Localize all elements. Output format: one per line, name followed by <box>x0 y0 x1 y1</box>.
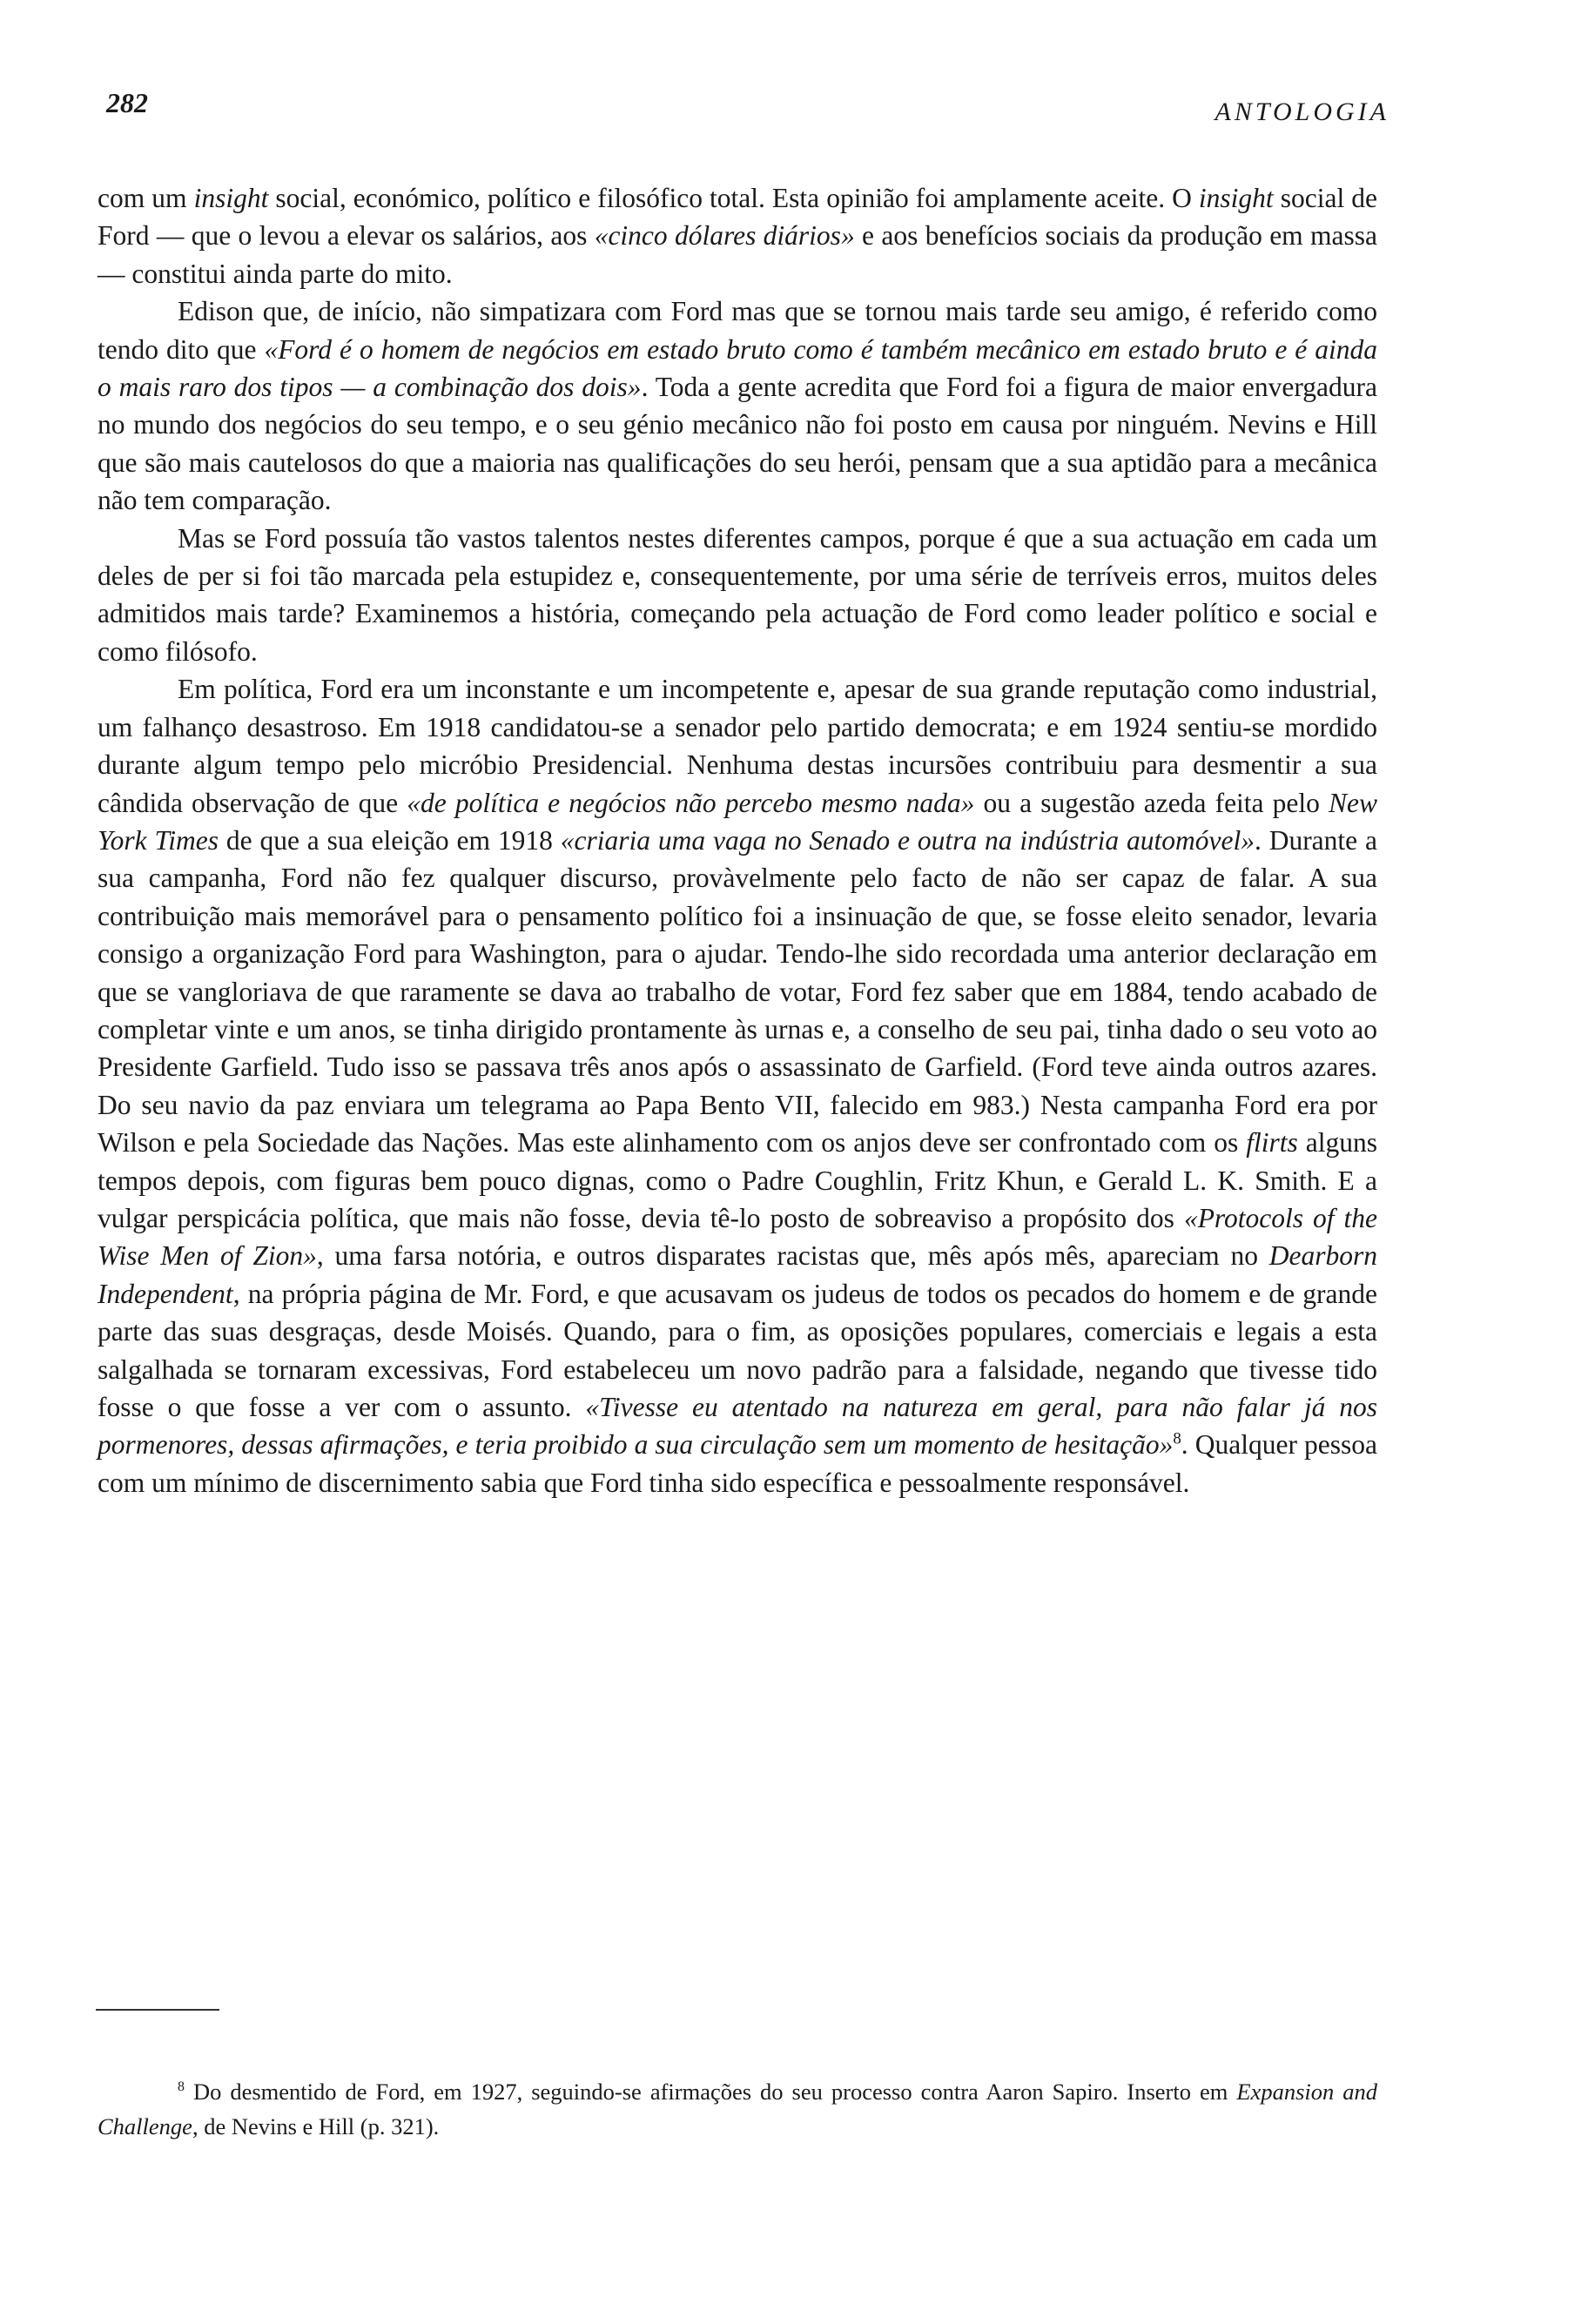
text-run: alguns tempos depois, com figuras bem pouco dignas, como o Padre Coughlin, Fritz Khun, e Gerald L. K. Smith. E a vulgar perspicácia política, que mais não fosse, devia tê-lo posto de sobreaviso a propósito dos <box>98 1127 1377 1233</box>
text-run: . Qualquer pessoa com um mínimo de discernimento sabia que Ford tinha sido específica e pessoalmente responsável. <box>98 1429 1377 1498</box>
italic-text: insight <box>1198 183 1274 213</box>
paragraph <box>98 292 1377 519</box>
text-run: , uma farsa notória, e outros disparates racistas que, mês após mês, apareciam no <box>316 1240 1269 1272</box>
text-run: Mas se Ford possuía tão vastos talentos nestes diferentes campos, porque é que a sua actuação em cada um deles de per si foi tão marcada pela estupidez e, consequentemente, por uma série de terríveis erros, muitos deles admitidos mais tarde? Examinemos a história, começando pela actuação de Ford como leader político e social e como filósofo. <box>98 522 1377 667</box>
text-run: social, económico, político e filosófico total. Esta opinião foi amplamente aceite. O <box>268 183 1199 213</box>
footnote-ref: 8 <box>178 2079 185 2094</box>
italic-text: «criaria uma vaga no Senado e outra na indústria automóvel» <box>560 824 1255 856</box>
text-run: Edison que, de início, não simpatizara com Ford mas que se tornou mais tarde seu amigo, é referido como tendo dito que <box>98 296 1377 365</box>
italic-text: «Protocols of the Wise Men of Zion» <box>98 1202 1377 1272</box>
text-run: Do desmentido de Ford, em 1927, seguindo-se afirmações do seu processo contra Aaron Sapiro. Inserto em <box>184 2078 1237 2105</box>
text-run: , de Nevins e Hill (p. 321). <box>192 2112 440 2139</box>
page-number: 282 <box>106 87 148 118</box>
running-head: ANTOLOGIA <box>1215 97 1390 126</box>
italic-text: «Ford é o homem de negócios em estado bruto como é também mecânico em estado bruto e é ainda o mais raro dos tipos — a combinação dos dois» <box>98 333 1378 403</box>
text-run: social de Ford — que o levou a elevar os salários, aos <box>98 183 1377 252</box>
italic-text: «de política e negócios não percebo mesmo nada» <box>407 787 975 818</box>
text-run: , na própria página de Mr. Ford, e que acusavam os judeus de todos os pecados do homem e de grande parte das suas desgraças, desde Moisés. Quando, para o fim, as oposições populares, comerciais e legais a esta salgalhada se tornaram excessivas, Ford estabeleceu um novo padrão para a falsidade, negando que tivesse tido fosse o que fosse a ver com o assunto. <box>98 1278 1377 1422</box>
text-run: Em política, Ford era um inconstante e um incompetente e, apesar de sua grande reputação como industrial, um falhanço desastroso. Em 1918 candidatou-se a senador pelo partido democrata; e em 1924 sentiu-se mordido durante algum tempo pelo micróbio Presidencial. Nenhuma destas incursões contribuiu para desmentir a sua cândida observação de que <box>98 674 1377 818</box>
paragraph <box>98 520 1377 671</box>
text-run: . Durante a sua campanha, Ford não fez qualquer discurso, provàvelmente pelo facto de não ser capaz de falar. A sua contribuição mais memorável para o pensamento político foi a insinuação de que, se fosse eleito senador, levaria consigo a organização Ford para Washington, para o ajudar. Tendo-lhe sido recordada uma anterior declaração em que se vangloriava de que raramente se dava ao trabalho de votar, Ford fez saber que em 1884, tendo acabado de completar vinte e um anos, se tinha dirigido prontamente às urnas e, a conselho de seu pai, tinha dado o seu voto ao Presidente Garfield. Tudo isso se passava três anos após o assassinato de Garfield. (Ford teve ainda outros azares. Do seu navio da paz enviara um telegrama ao Papa Bento VII, falecido em 983.) Nesta campanha Ford era por Wilson e pela Sociedade das Nações. Mas este alinhamento com os anjos deve ser confrontado com os <box>98 824 1377 1159</box>
body-text <box>98 179 1377 1501</box>
footnote-ref: 8 <box>1173 1429 1181 1448</box>
text-run: com um <box>98 183 194 213</box>
text-run: de que a sua eleição em 1918 <box>219 824 561 856</box>
text-run: ou a sugestão azeda feita pelo <box>974 787 1329 818</box>
text-run: . Toda a gente acredita que Ford foi a figura de maior envergadura no mundo dos negócios do seu tempo, e o seu génio mecânico não foi posto em causa por ninguém. Nevins e Hill que são mais cautelosos do que a maioria nas qualificações do seu herói, pensam que a sua aptidão para a mecânica não tem comparação. <box>98 372 1377 516</box>
footnote <box>98 2074 1377 2144</box>
italic-text: New York Times <box>98 787 1377 856</box>
italic-text: Expansion and Challenge <box>98 2078 1378 2139</box>
italic-text: «Tivesse eu atentado na natureza em geral, para não falar já nos pormenores, dessas afirmações, e teria proibido a sua circulação sem um momento de hesitação» <box>98 1392 1377 1461</box>
text-run: e aos benefícios sociais da produção em massa — constitui ainda parte do mito. <box>98 220 1377 289</box>
italic-text: insight <box>193 183 269 213</box>
paragraph <box>98 179 1377 292</box>
italic-text: «cinco dólares diários» <box>594 220 855 252</box>
italic-text: flirts <box>1246 1127 1298 1159</box>
footnote-divider <box>96 2009 219 2011</box>
paragraph <box>98 670 1377 1501</box>
italic-text: Dearborn Independent <box>98 1240 1377 1309</box>
